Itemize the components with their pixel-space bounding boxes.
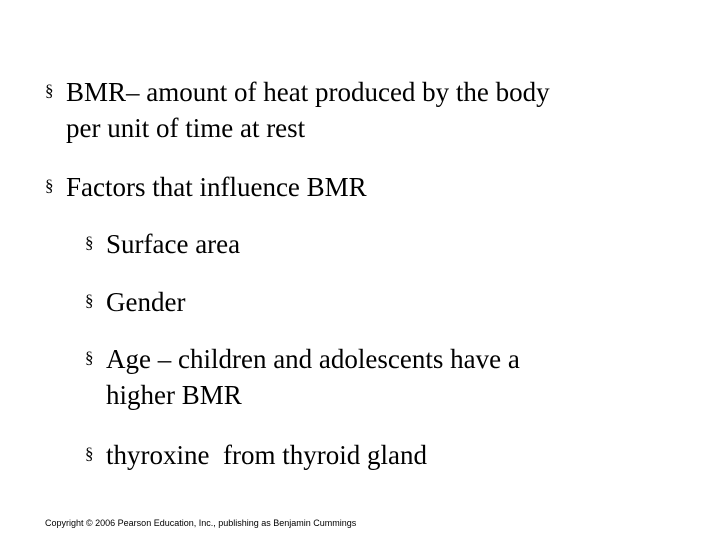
bullet-line: thyroxine from thyroid gland	[106, 440, 427, 470]
bullet-marker: §	[85, 233, 94, 252]
sub-bullet-gender	[85, 284, 185, 320]
bullet-text	[106, 437, 427, 473]
bullet-line: Gender	[106, 287, 186, 317]
bullet-factors	[45, 169, 367, 205]
bullet-marker: §	[85, 291, 94, 310]
bullet-marker: §	[85, 348, 94, 367]
bullet-line: per unit of time at rest	[66, 113, 306, 143]
bullet-text	[106, 284, 185, 320]
bullet-text	[106, 226, 240, 262]
sub-bullet-age	[85, 341, 520, 413]
bullet-marker: §	[45, 81, 54, 100]
bullet-bmr-definition	[45, 74, 550, 146]
bullet-line: higher BMR	[106, 380, 242, 410]
bullet-marker: §	[85, 444, 94, 463]
bullet-line: BMR– amount of heat produced by the body	[66, 77, 550, 107]
bullet-line: Surface area	[106, 229, 241, 259]
sub-bullet-thyroxine	[85, 437, 427, 473]
bullet-text	[66, 74, 550, 146]
bullet-marker: §	[45, 176, 54, 195]
bullet-line: Age – children and adolescents have a	[106, 344, 520, 374]
bullet-text	[66, 169, 367, 205]
bullet-line: Factors that influence BMR	[66, 172, 367, 202]
bullet-text	[106, 341, 520, 413]
copyright-notice: Copyright © 2006 Pearson Education, Inc., publishing as Benjamin Cummings	[45, 518, 357, 528]
sub-bullet-surface-area	[85, 226, 240, 262]
